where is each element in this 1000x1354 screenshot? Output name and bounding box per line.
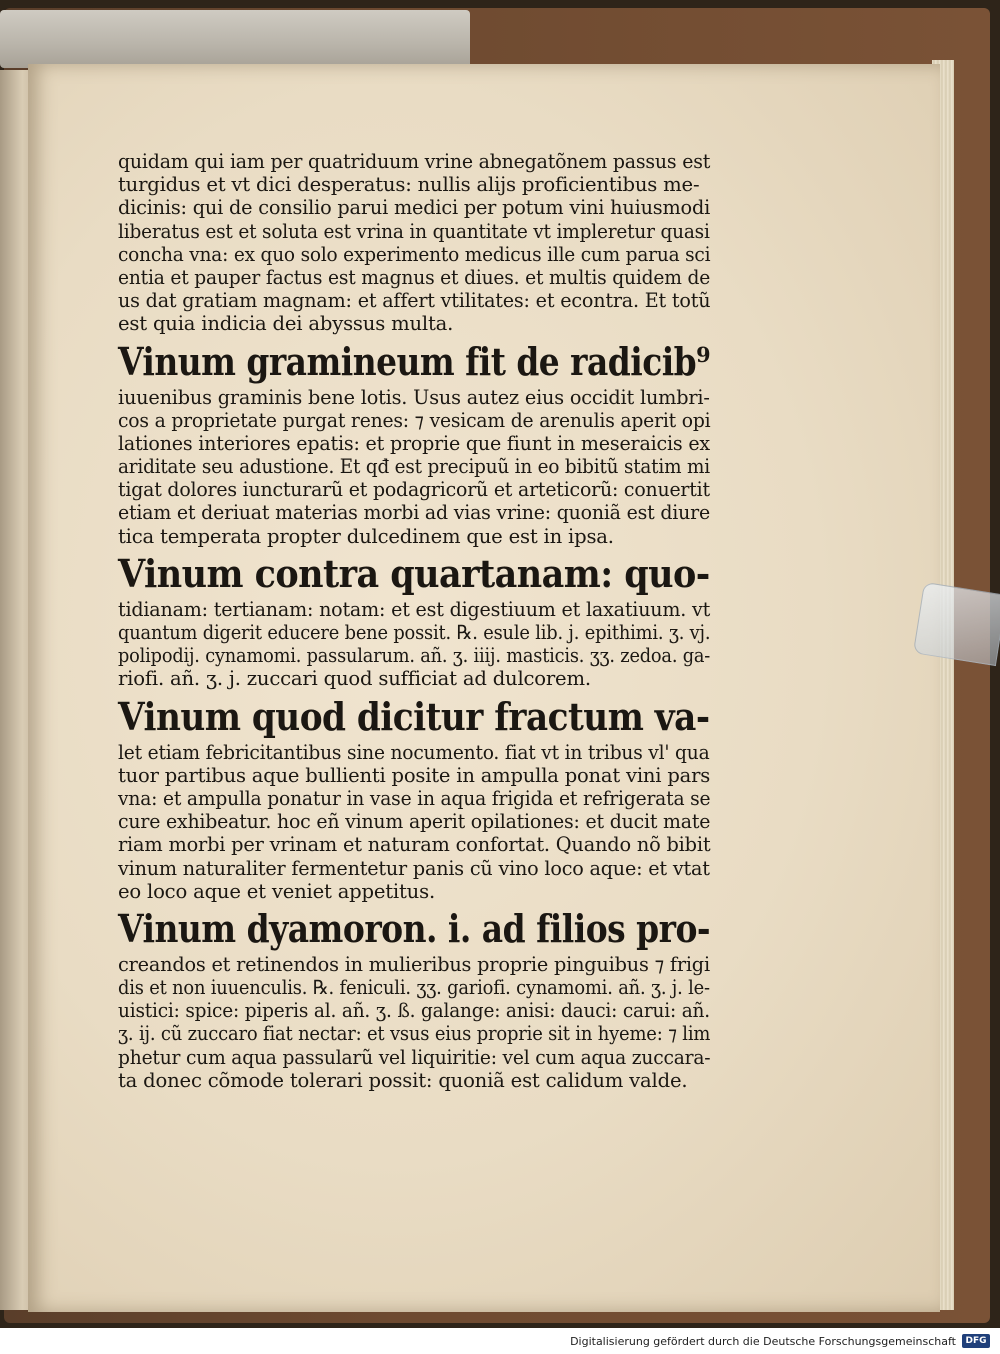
text-line: est quia indicia dei abyssus multa. (118, 312, 454, 336)
text-line: tidianam: tertianam: notam: et est digestiuum et laxatiuum. vt (118, 597, 711, 621)
text-line: entia et pauper factus est magnus et diues. et multis quidem de (118, 265, 711, 289)
text-block (118, 150, 710, 1092)
section-heading: Vinum gramineum fit de radicib⁹ (118, 338, 711, 384)
text-line: concha vna: ex quo solo experimento medicus ille cum parua sci (118, 242, 711, 266)
binding-strip (0, 10, 470, 68)
text-line: riofi. añ. ʒ. j. zuccari quod sufficiat ad dulcorem. (118, 667, 591, 691)
text-line: tuor partibus aque bullienti posite in ampulla ponat vini pars (118, 763, 711, 787)
footer-bar (0, 1328, 1000, 1354)
text-line: quantum digerit educere bene possit. ℞. esule lib. j. epithimi. ʒ. vj. (118, 621, 711, 644)
section-vinum-dyamoron (118, 905, 710, 1092)
text-line: eo loco aque et veniet appetitus. (118, 879, 435, 903)
text-line: vna: et ampulla ponatur in vase in aqua frigida et refrigerata se (118, 786, 711, 810)
text-line: cure exhibeatur. hoc eñ vinum aperit opilationes: et ducit mate (118, 810, 711, 834)
text-line: turgidus et vt dici desperatus: nullis alijs proficientibus me- (118, 173, 700, 197)
text-line: phetur cum aqua passularũ vel liquiritie: vel cum aqua zuccara- (118, 1045, 711, 1069)
text-line: quidam qui iam per quatriduum vrine abnegatõnem passus est (118, 150, 711, 173)
section-heading: Vinum dyamoron. i. ad filios pro- (118, 905, 711, 951)
text-line: uistici: spice: piperis al. añ. ʒ. ß. galange: anisi: dauci: carui: añ. (118, 999, 710, 1023)
intro-paragraph (118, 150, 710, 336)
text-line: tigat dolores iuncturarũ et podagricorũ et arteticorũ: conuertit (118, 478, 710, 502)
funding-credit: Digitalisierung gefördert durch die Deutsche Forschungsgemeinschaft (570, 1335, 956, 1348)
section-heading: Vinum quod dicitur fractum va- (118, 693, 710, 739)
text-line: ʒ. ij. cũ zuccaro fiat nectar: et vsus eius proprie sit in hyeme: ⁊ lim (118, 1022, 711, 1046)
section-heading: Vinum contra quartanam: quo- (118, 550, 710, 596)
text-line: iuuenibus graminis bene lotis. Usus autez eius occidit lumbri- (118, 385, 710, 409)
text-line: let etiam febricitantibus sine nocumento. fiat vt in tribus vl' qua (118, 740, 710, 764)
section-vinum-gramineum (118, 338, 710, 548)
text-line: polipodij. cynamomi. passularum. añ. ʒ. iiij. masticis. ʒʒ. zedoa. ga- (118, 644, 711, 668)
text-line: tica temperata propter dulcedinem que est in ipsa. (118, 524, 614, 548)
text-line: creandos et retinendos in mulieribus proprie pinguibus ⁊ frigi (118, 952, 710, 976)
dfg-logo-icon: DFG (962, 1334, 990, 1348)
text-line: ta donec cõmode tolerari possit: quoniã est calidum valde. (118, 1068, 688, 1092)
text-line: dicinis: qui de consilio parui medici per potum vini huiusmodi (118, 196, 711, 220)
text-line: liberatus est et soluta est vrina in quantitate vt impleretur quasi (118, 219, 710, 243)
text-line: dis et non iuuenculis. ℞. feniculi. ʒʒ. gariofi. cynamomi. añ. ʒ. j. le- (118, 976, 710, 1000)
section-vinum-contra-quartanam (118, 550, 710, 691)
section-vinum-fractum (118, 693, 710, 903)
text-line: cos a proprietate purgat renes: ⁊ vesicam de arenulis aperit opi (118, 408, 711, 432)
page-holder-clip (913, 582, 1000, 666)
text-line: us dat gratiam magnam: et affert vtilitates: et econtra. Et totũ (118, 289, 711, 313)
text-line: etiam et deriuat materias morbi ad vias vrine: quoniã est diure (118, 501, 710, 525)
text-line: ariditate seu adustione. Et qđ est precipuũ in eo bibitũ statim mi (118, 455, 710, 479)
text-line: lationes interiores epatis: et proprie que fiunt in meseraicis ex (118, 431, 710, 455)
text-line: riam morbi per vrinam et naturam confortat. Quando nõ bibit (118, 833, 711, 857)
text-line: vinum naturaliter fermentetur panis cũ vino loco aque: et vtat (118, 856, 710, 880)
